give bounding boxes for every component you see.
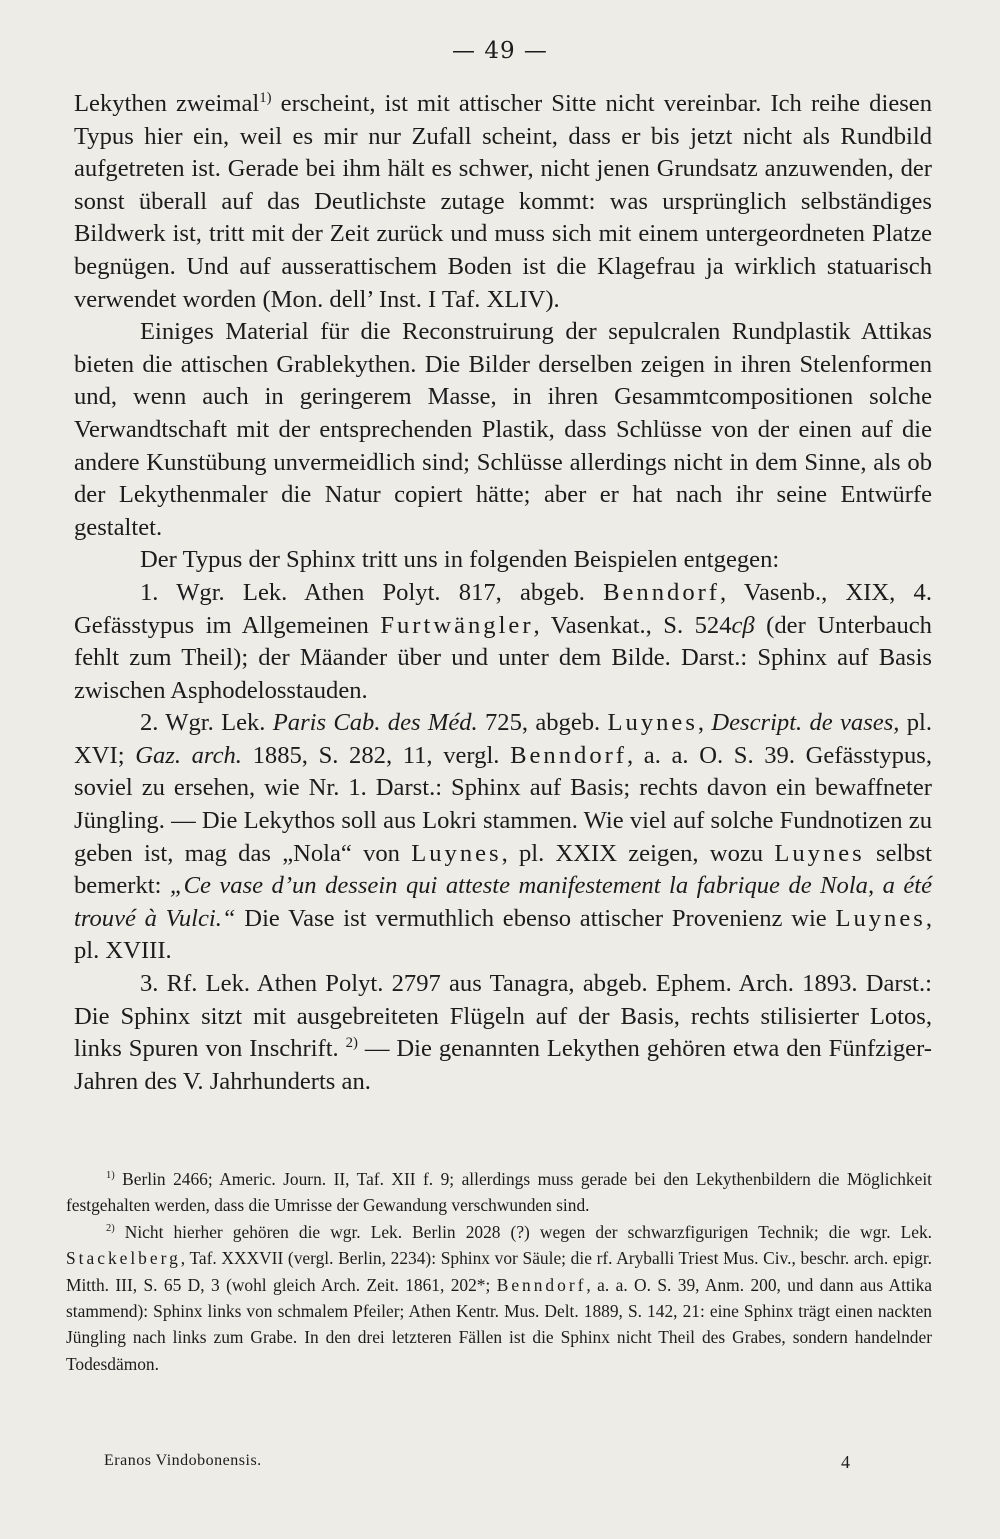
signature-mark: Eranos Vindobonensis. <box>104 1452 262 1469</box>
author-name: Benndorf <box>496 1274 587 1295</box>
text-run: Einiges Material für die Reconstruirung der sepulcralen Rundplastik Attikas bieten die attischen Grablekythen. Die Bilder derselben zeigen in ihren Stelenformen und, wenn auch in geringerem Masse, in ihren Gesammtcompositionen solche Verwandtschaft mit der entsprechenden Plastik, dass Schlüsse von der einen auf die andere Kunstübung unvermeidlich sind; Schlüsse allerdings nicht in dem Sinne, als ob der Lekythenmaler die Natur copiert hätte; aber er hat nach ihr seine Entwürfe gestaltet. <box>74 318 932 541</box>
text-run: Nicht hierher gehören die wgr. Lek. Berlin 2028 (?) wegen der schwarzfigurigen Technik; die wgr. Lek. <box>114 1221 932 1242</box>
text-run: 1. Wgr. Lek. Athen Polyt. 817, abgeb. <box>140 578 604 606</box>
italic-text: Paris Cab. des Méd. <box>272 709 478 737</box>
text-run: , <box>697 709 712 737</box>
text-run: , pl. XXIX zeigen, wozu <box>501 839 775 867</box>
text-run: , pl. XVIII. <box>74 904 932 965</box>
author-name: Furtwängler <box>380 611 534 639</box>
text-run: — Die genannten Lekythen gehören etwa den Fünfziger-Jahren des V. Jahrhunderts an. <box>74 1035 932 1095</box>
sheet-number: 4 <box>841 1452 850 1472</box>
author-name: Benndorf <box>510 741 627 769</box>
paragraph <box>74 316 932 544</box>
text-run: 2. Wgr. Lek. <box>140 709 273 737</box>
text-run: 725, abgeb. <box>477 709 608 737</box>
text-run: 1885, S. 282, 11, vergl. <box>241 741 511 769</box>
text-run: , a. a. O. S. 39. Gefässtypus, soviel zu ersehen, wie Nr. 1. Darst.: Sphinx auf Basis; rechts davon ein bewaffneter Jüngling. — Die Lekythos soll aus Lokri stammen. Wie viel auf solche Fundnotizen zu geben ist, mag das „Nola“ von <box>74 741 932 867</box>
text-run: selbst bemerkt: <box>74 839 932 900</box>
paragraph <box>74 577 932 707</box>
text-run: , a. a. O. S. 39, Anm. 200, und dann aus Attika stammend): Sphinx links von schmalem Pfeiler; Athen Kentr. Mus. Delt. 1889, S. 142, 21: eine Sphinx trägt einen nackten Jüngling nach links zum Grabe. In den drei letzteren Fällen ist die Sphinx nicht Theil des Grabes, sondern handelnder Todesdämon. <box>66 1274 933 1374</box>
paragraph <box>74 88 932 316</box>
author-name: Luynes <box>774 839 865 867</box>
italic-text: Gaz. arch. <box>135 741 242 769</box>
text-run: , Vasenkat., S. 524 <box>533 611 732 639</box>
footnotes <box>66 1166 932 1377</box>
text-run: 3. Rf. Lek. Athen Polyt. 2797 aus Tanagra, abgeb. Ephem. Arch. 1893. Darst.: Die Sphinx sitzt mit ausgebreiteten Flügeln auf der Basis, rechts stilisierter Lotos, links Spuren von Inschrift. <box>74 970 932 1063</box>
paragraph <box>74 968 932 1098</box>
text-run: (der Unterbauch fehlt zum Theil); der Mäander über und unter dem Bilde. Darst.: Sphinx auf Basis zwischen Asphodelosstauden. <box>74 611 932 704</box>
paragraph <box>74 544 932 577</box>
italic-text: „Ce vase d’un dessein qui atteste manifestement la fabrique de Nola, a été trouvé à Vulci.“ <box>74 872 932 932</box>
text-run: Die Vase ist vermuthlich ebenso attischer Provenienz wie <box>235 904 836 932</box>
italic-text: cβ <box>731 611 755 639</box>
main-text <box>74 88 932 1098</box>
italic-text: Descript. de vases, <box>711 709 900 737</box>
footnote-marker: 1) <box>259 89 272 106</box>
author-name: Luynes <box>835 904 926 932</box>
text-run: Lekythen zweimal <box>74 90 260 117</box>
footnote <box>66 1219 932 1377</box>
text-run: pl. XVI; <box>74 709 932 769</box>
author-name: Luynes <box>411 839 502 867</box>
author-name: Benndorf <box>603 578 720 606</box>
footnote <box>66 1166 932 1219</box>
text-run: Der Typus der Sphinx tritt uns in folgenden Beispielen entgegen: <box>140 546 780 574</box>
footnote-marker: 2) <box>345 1035 358 1052</box>
text-run: , Taf. XXXVII (vergl. Berlin, 2234): Sphinx vor Säule; die rf. Aryballi Triest Mus. Civ., beschr. arch. epigr. Mitth. III, S. 65 D, 3 (wohl gleich Arch. Zeit. 1861, 202*; <box>66 1248 932 1295</box>
page-number: — 49 — <box>452 38 548 64</box>
author-name: Luynes <box>607 709 698 737</box>
text-run: Berlin 2466; Americ. Journ. II, Taf. XII f. 9; allerdings muss gerade bei den Lekythenbildern die Möglichkeit festgehalten werden, dass die Umrisse der Gewandung verschwunden sind. <box>66 1169 932 1216</box>
paragraph <box>74 707 932 968</box>
footnote-marker: 1) <box>106 1170 115 1182</box>
footnote-marker: 2) <box>106 1223 115 1235</box>
author-name: Stackelberg <box>66 1248 181 1269</box>
text-run: erscheint, ist mit attischer Sitte nicht vereinbar. Ich reihe diesen Typus hier ein, weil es mir nur Zufall scheint, dass er bis jetzt nicht als Rundbild aufgetreten ist. Gerade bei ihm hält es schwer, nicht jenen Grundsatz anzuwenden, der sonst überall auf das Deutlichste zutage kommt: was ursprünglich selbständiges Bildwerk ist, tritt mit der Zeit zurück und muss sich mit einem untergeordneten Platze begnügen. Und auf ausserattischem Boden ist die Klagefrau ja wirklich statuarisch verwendet worden (Mon. dell’ Inst. I Taf. XLIV). <box>74 90 933 313</box>
text-run: , Vasenb., XIX, 4. Gefässtypus im Allgemeinen <box>74 578 932 639</box>
